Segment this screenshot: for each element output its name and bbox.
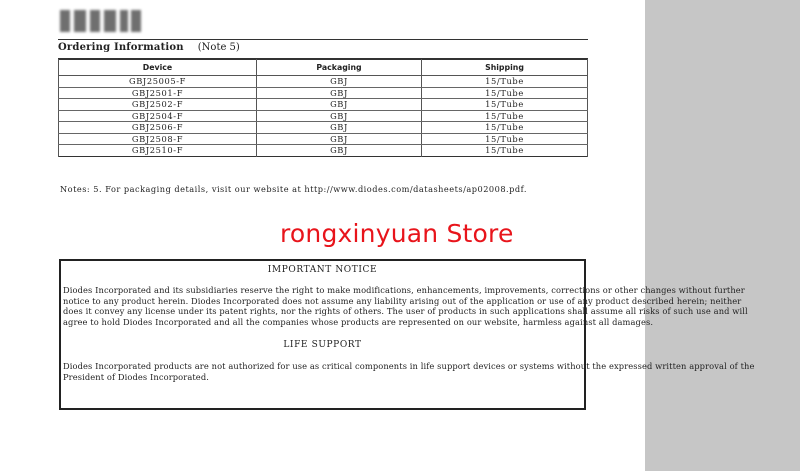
shipping-cell: 15/Tube	[422, 99, 588, 111]
column-header-shipping: Shipping	[422, 60, 588, 76]
footnote: Notes: 5. For packaging details, visit our website at http://www.diodes.com/datasheets/ap02008.pdf.	[60, 184, 527, 194]
table-row	[59, 122, 588, 134]
note-reference: (Note 5)	[197, 42, 240, 53]
column-header-device: Device	[59, 60, 257, 76]
store-watermark: rongxinyuan Store	[280, 219, 514, 248]
blurred-logo	[60, 6, 142, 36]
column-header-packaging: Packaging	[257, 60, 422, 76]
device-cell: GBJ2502-F	[59, 99, 257, 111]
ordering-information-heading	[58, 39, 588, 55]
device-cell: GBJ2510-F	[59, 145, 257, 157]
packaging-cell: GBJ	[257, 76, 422, 88]
ordering-title: Ordering Information	[58, 42, 184, 53]
table-row	[59, 76, 588, 88]
shipping-cell: 15/Tube	[422, 87, 588, 99]
shipping-cell: 15/Tube	[422, 122, 588, 134]
table-row	[59, 110, 588, 122]
shipping-cell: 15/Tube	[422, 76, 588, 88]
table-row	[59, 99, 588, 111]
device-cell: GBJ2508-F	[59, 133, 257, 145]
gray-background-panel	[645, 0, 800, 471]
device-cell: GBJ2506-F	[59, 122, 257, 134]
ordering-table	[58, 59, 588, 157]
packaging-cell: GBJ	[257, 133, 422, 145]
table-row	[59, 145, 588, 157]
shipping-cell: 15/Tube	[422, 110, 588, 122]
packaging-cell: GBJ	[257, 145, 422, 157]
important-notice-title: IMPORTANT NOTICE	[267, 265, 378, 275]
device-cell: GBJ25005-F	[59, 76, 257, 88]
device-cell: GBJ2501-F	[59, 87, 257, 99]
notice-box	[59, 259, 586, 410]
life-support-title: LIFE SUPPORT	[283, 340, 362, 350]
shipping-cell: 15/Tube	[422, 133, 588, 145]
packaging-cell: GBJ	[257, 99, 422, 111]
life-support-body: Diodes Incorporated products are not authorized for use as critical components in life support devices or systems without the expressed written approval of the President of Diodes Incorporated.	[63, 361, 755, 382]
device-cell: GBJ2504-F	[59, 110, 257, 122]
packaging-cell: GBJ	[257, 122, 422, 134]
table-row	[59, 87, 588, 99]
table-header-row	[59, 60, 588, 76]
important-notice-body: Diodes Incorporated and its subsidiaries reserve the right to make modifications, enhancements, improvements, corrections or other changes without further notice to any product herein. Diodes Incorporated does not assume any liability arising out of the application or use of any product described herein; neither does it convey any license under its patent rights, nor the rights of others. The user of products in such applications shall assume all risks of such use and will agree to hold Diodes Incorporated and all the companies whose products are represented on our website, harmless against all damages.	[63, 285, 748, 327]
packaging-cell: GBJ	[257, 87, 422, 99]
table-row	[59, 133, 588, 145]
shipping-cell: 15/Tube	[422, 145, 588, 157]
packaging-cell: GBJ	[257, 110, 422, 122]
